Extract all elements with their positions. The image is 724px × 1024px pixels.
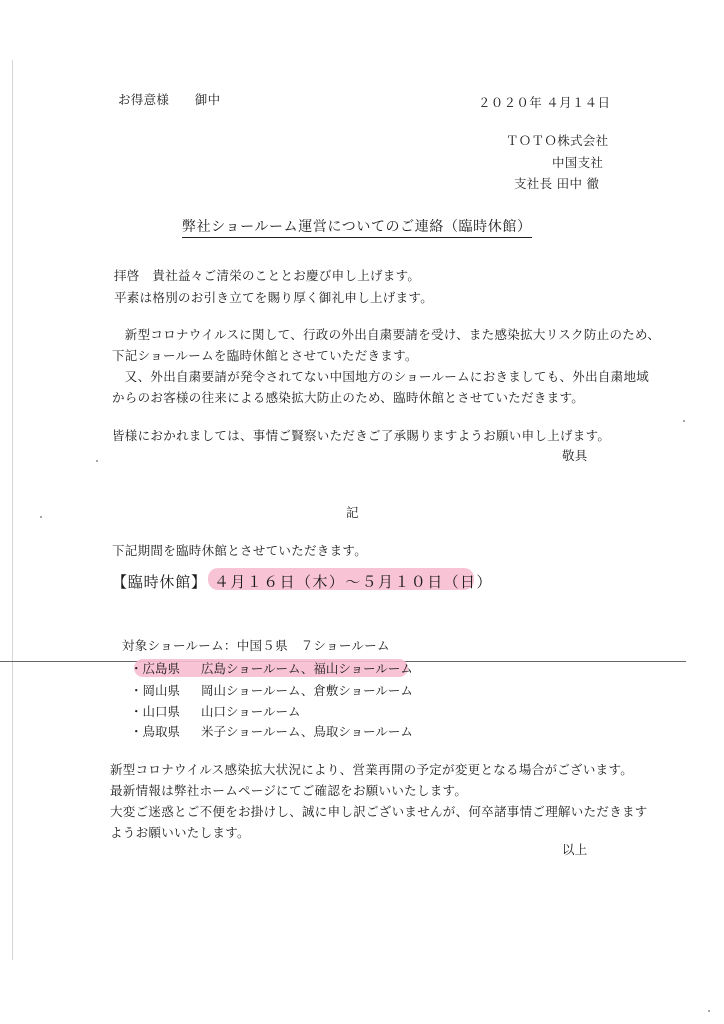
footer-line-4: ようお願いいたします。 <box>110 825 250 840</box>
showroom-prefecture: ・山口県 <box>130 704 181 719</box>
company-name: ＴＯＴＯ株式会社 <box>506 133 609 148</box>
branch-name: 中国支社 <box>552 155 604 170</box>
body-line-4: からのお客様の往来による感染拡大防止のため、臨時休館とさせていただきます。 <box>112 390 585 405</box>
showroom-list: 岡山ショールーム、倉敷ショールーム <box>201 683 413 698</box>
letter-date: ２０２０年 ４月１４日 <box>478 95 611 110</box>
footer-line-2: 最新情報は弊社ホームページにてご確認をお願いいたします。 <box>110 783 468 798</box>
showroom-list: 広島ショールーム、福山ショールーム <box>201 661 413 676</box>
body-line-1: 新型コロナウイルスに関して、行政の外出自粛要請を受け、また感染拡大リスク防止のため、 <box>112 327 661 342</box>
showroom-prefecture: ・広島県 <box>130 661 181 676</box>
signatory: 支社長 田中 徹 <box>514 176 600 191</box>
showroom-list: 山口ショールーム <box>201 704 301 719</box>
closure-dates: ４月１６日（木）～５月１０日（日） <box>214 573 493 591</box>
closure-label: 【臨時休館】 <box>112 573 207 591</box>
greeting-line-1: 拝啓 貴社益々ご清栄のこととお慶び申し上げます。 <box>114 268 421 283</box>
footer-line-1: 新型コロナウイルス感染拡大状況により、営業再開の予定が変更となる場合がございます。 <box>110 762 634 777</box>
body-line-2: 下記ショールームを臨時休館とさせていただきます。 <box>112 348 418 363</box>
scan-edge <box>12 60 13 960</box>
addressee: お得意様 御中 <box>118 92 221 107</box>
period-intro: 下記期間を臨時休館とさせていただきます。 <box>112 543 368 558</box>
showroom-prefecture: ・岡山県 <box>130 683 181 698</box>
closing-line: 皆様におかれましては、事情ご賢察いただきご了承賜りますようお願い申し上げます。 <box>112 428 611 443</box>
ijou: 以上 <box>562 842 588 857</box>
ki-marker: 記 <box>346 505 359 520</box>
keigu: 敬具 <box>562 448 588 463</box>
footer-line-3: 大変ご迷惑とご不便をお掛けし、誠に申し訳ございませんが、何卒諸事情ご理解いただきます <box>110 804 648 819</box>
showroom-list: 米子ショールーム、鳥取ショールーム <box>201 724 413 739</box>
greeting-line-2: 平素は格別のお引き立てを賜り厚く御礼申し上げます。 <box>114 290 434 305</box>
showroom-prefecture: ・鳥取県 <box>130 724 181 739</box>
showroom-header: 対象ショールーム：中国５県 ７ショールーム <box>122 638 390 653</box>
document-title: 弊社ショールーム運営についてのご連絡（臨時休館） <box>182 216 532 238</box>
body-line-3: 又、外出自粛要請が発令されてない中国地方のショールームにおきましても、外出自粛地域 <box>112 369 650 384</box>
